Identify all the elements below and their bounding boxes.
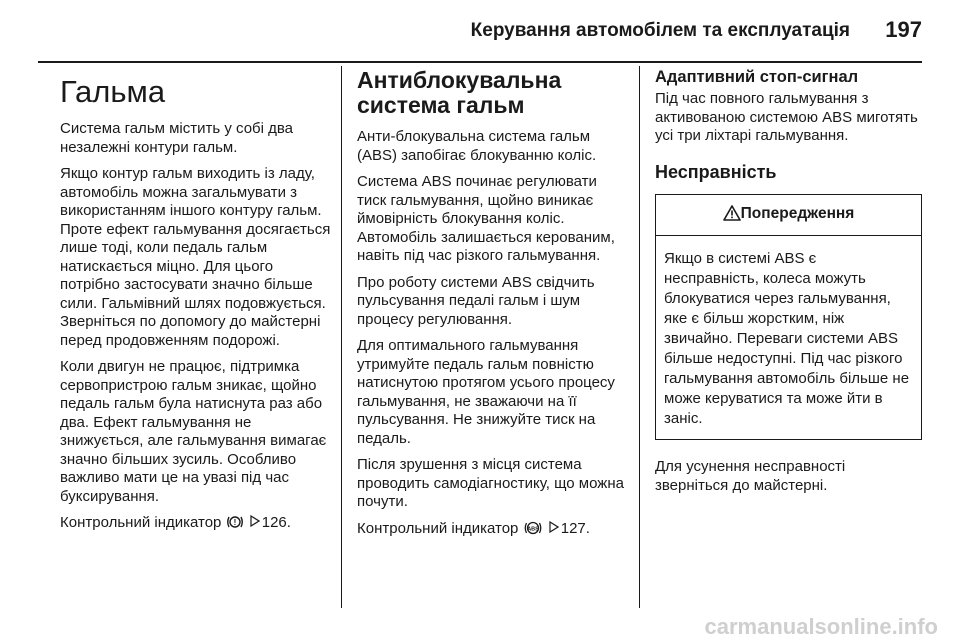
column-divider-1 <box>341 66 342 608</box>
warning-header <box>656 195 921 237</box>
paragraph: Під час повного гальмування з активованою системою ABS миготять усі три ліхтарі гальмування. <box>655 90 918 144</box>
paragraph: Для оптимального гальмування утримуйте педаль гальм повністю натиснутою протягом усього процесу гальмування, не зважаючи на її пульсування. Не знижуйте тиск на педаль. <box>357 337 615 447</box>
svg-text:!: ! <box>233 518 236 527</box>
paragraph: Система ABS починає регулювати тиск гальмування, щойно виникає ймовірність блокування коліс. Автомобіль залишається керованим, навіть під час різкого гальмування. <box>357 173 615 264</box>
column-adaptive-brake-light <box>655 68 922 503</box>
section-heading-brakes: Гальма <box>60 74 166 109</box>
indicator-page-ref[interactable]: 127. <box>560 519 590 537</box>
watermark: carmanualsonline.info <box>704 614 938 639</box>
warning-text: Якщо в системі ABS є несправність, колеса можуть блокуватися через гальмування, яке є більш жорстким, ніж звичайно. Переваги системи ABS більше недоступні. Під час різкого гальмування автомобіль більше не може керуватися та може йти в заніс. <box>664 250 910 427</box>
column-divider-2 <box>639 66 640 608</box>
warning-triangle-icon <box>723 205 741 227</box>
header-rule <box>38 61 922 63</box>
brake-warning-icon <box>226 514 244 536</box>
warning-box <box>655 194 922 441</box>
svg-text:ABS: ABS <box>526 525 539 532</box>
paragraph: Анти-блокувальна система гальм (ABS) запобігає блокуванню коліс. <box>357 128 597 164</box>
paragraph: Коли двигун не працює, підтримка сервопристрою гальм зникає, щойно педаль гальм була натиснута раз або два. Ефект гальмування не знижується, але гальмування вимагає значно більших зусиль. Особливо важливо мати це на увазі під час буксирування. <box>60 358 327 505</box>
page-number: 197 <box>885 17 922 42</box>
indicator-reference <box>60 514 332 536</box>
paragraph: Після зрушення з місця система проводить самодіагностику, що можна почути. <box>357 456 624 510</box>
paragraph: Для усунення несправності зверніться до майстерні. <box>655 458 846 494</box>
warning-title: Попередження <box>740 204 855 222</box>
section-heading-abs: Антиблокувальна система гальм <box>357 67 562 118</box>
page-reference-arrow-icon[interactable] <box>549 520 559 539</box>
indicator-label: Контрольний індикатор <box>357 519 519 537</box>
column-abs <box>357 68 629 549</box>
abs-icon <box>523 520 543 542</box>
paragraph: Система гальм містить у собі два незалежні контури гальм. <box>60 120 294 156</box>
paragraph: Якщо контур гальм виходить із ладу, автомобіль можна загальмувати з використанням іншого контуру гальм. Проте ефект гальмування досягається лише тоді, коли педаль гальм натискається міцно. Для цього потрібно застосувати значно більше сили. Гальмівний шлях подовжується. Зверніться по допомогу до майстерні перед продовженням подорожі. <box>60 165 331 349</box>
column-brakes <box>60 68 332 544</box>
page-reference-arrow-icon[interactable] <box>250 514 260 533</box>
subsection-heading-adaptive-brake-light: Адаптивний стоп-сигнал <box>655 68 859 86</box>
indicator-reference <box>357 520 629 542</box>
indicator-page-ref[interactable]: 126. <box>261 514 291 531</box>
subsection-heading-fault: Несправність <box>655 161 777 182</box>
page-header-title: Керування автомобілем та експлуатація <box>470 20 850 41</box>
paragraph: Про роботу системи ABS свідчить пульсування педалі гальм і шум процесу регулювання. <box>357 273 595 328</box>
indicator-label: Контрольний індикатор <box>60 514 222 531</box>
